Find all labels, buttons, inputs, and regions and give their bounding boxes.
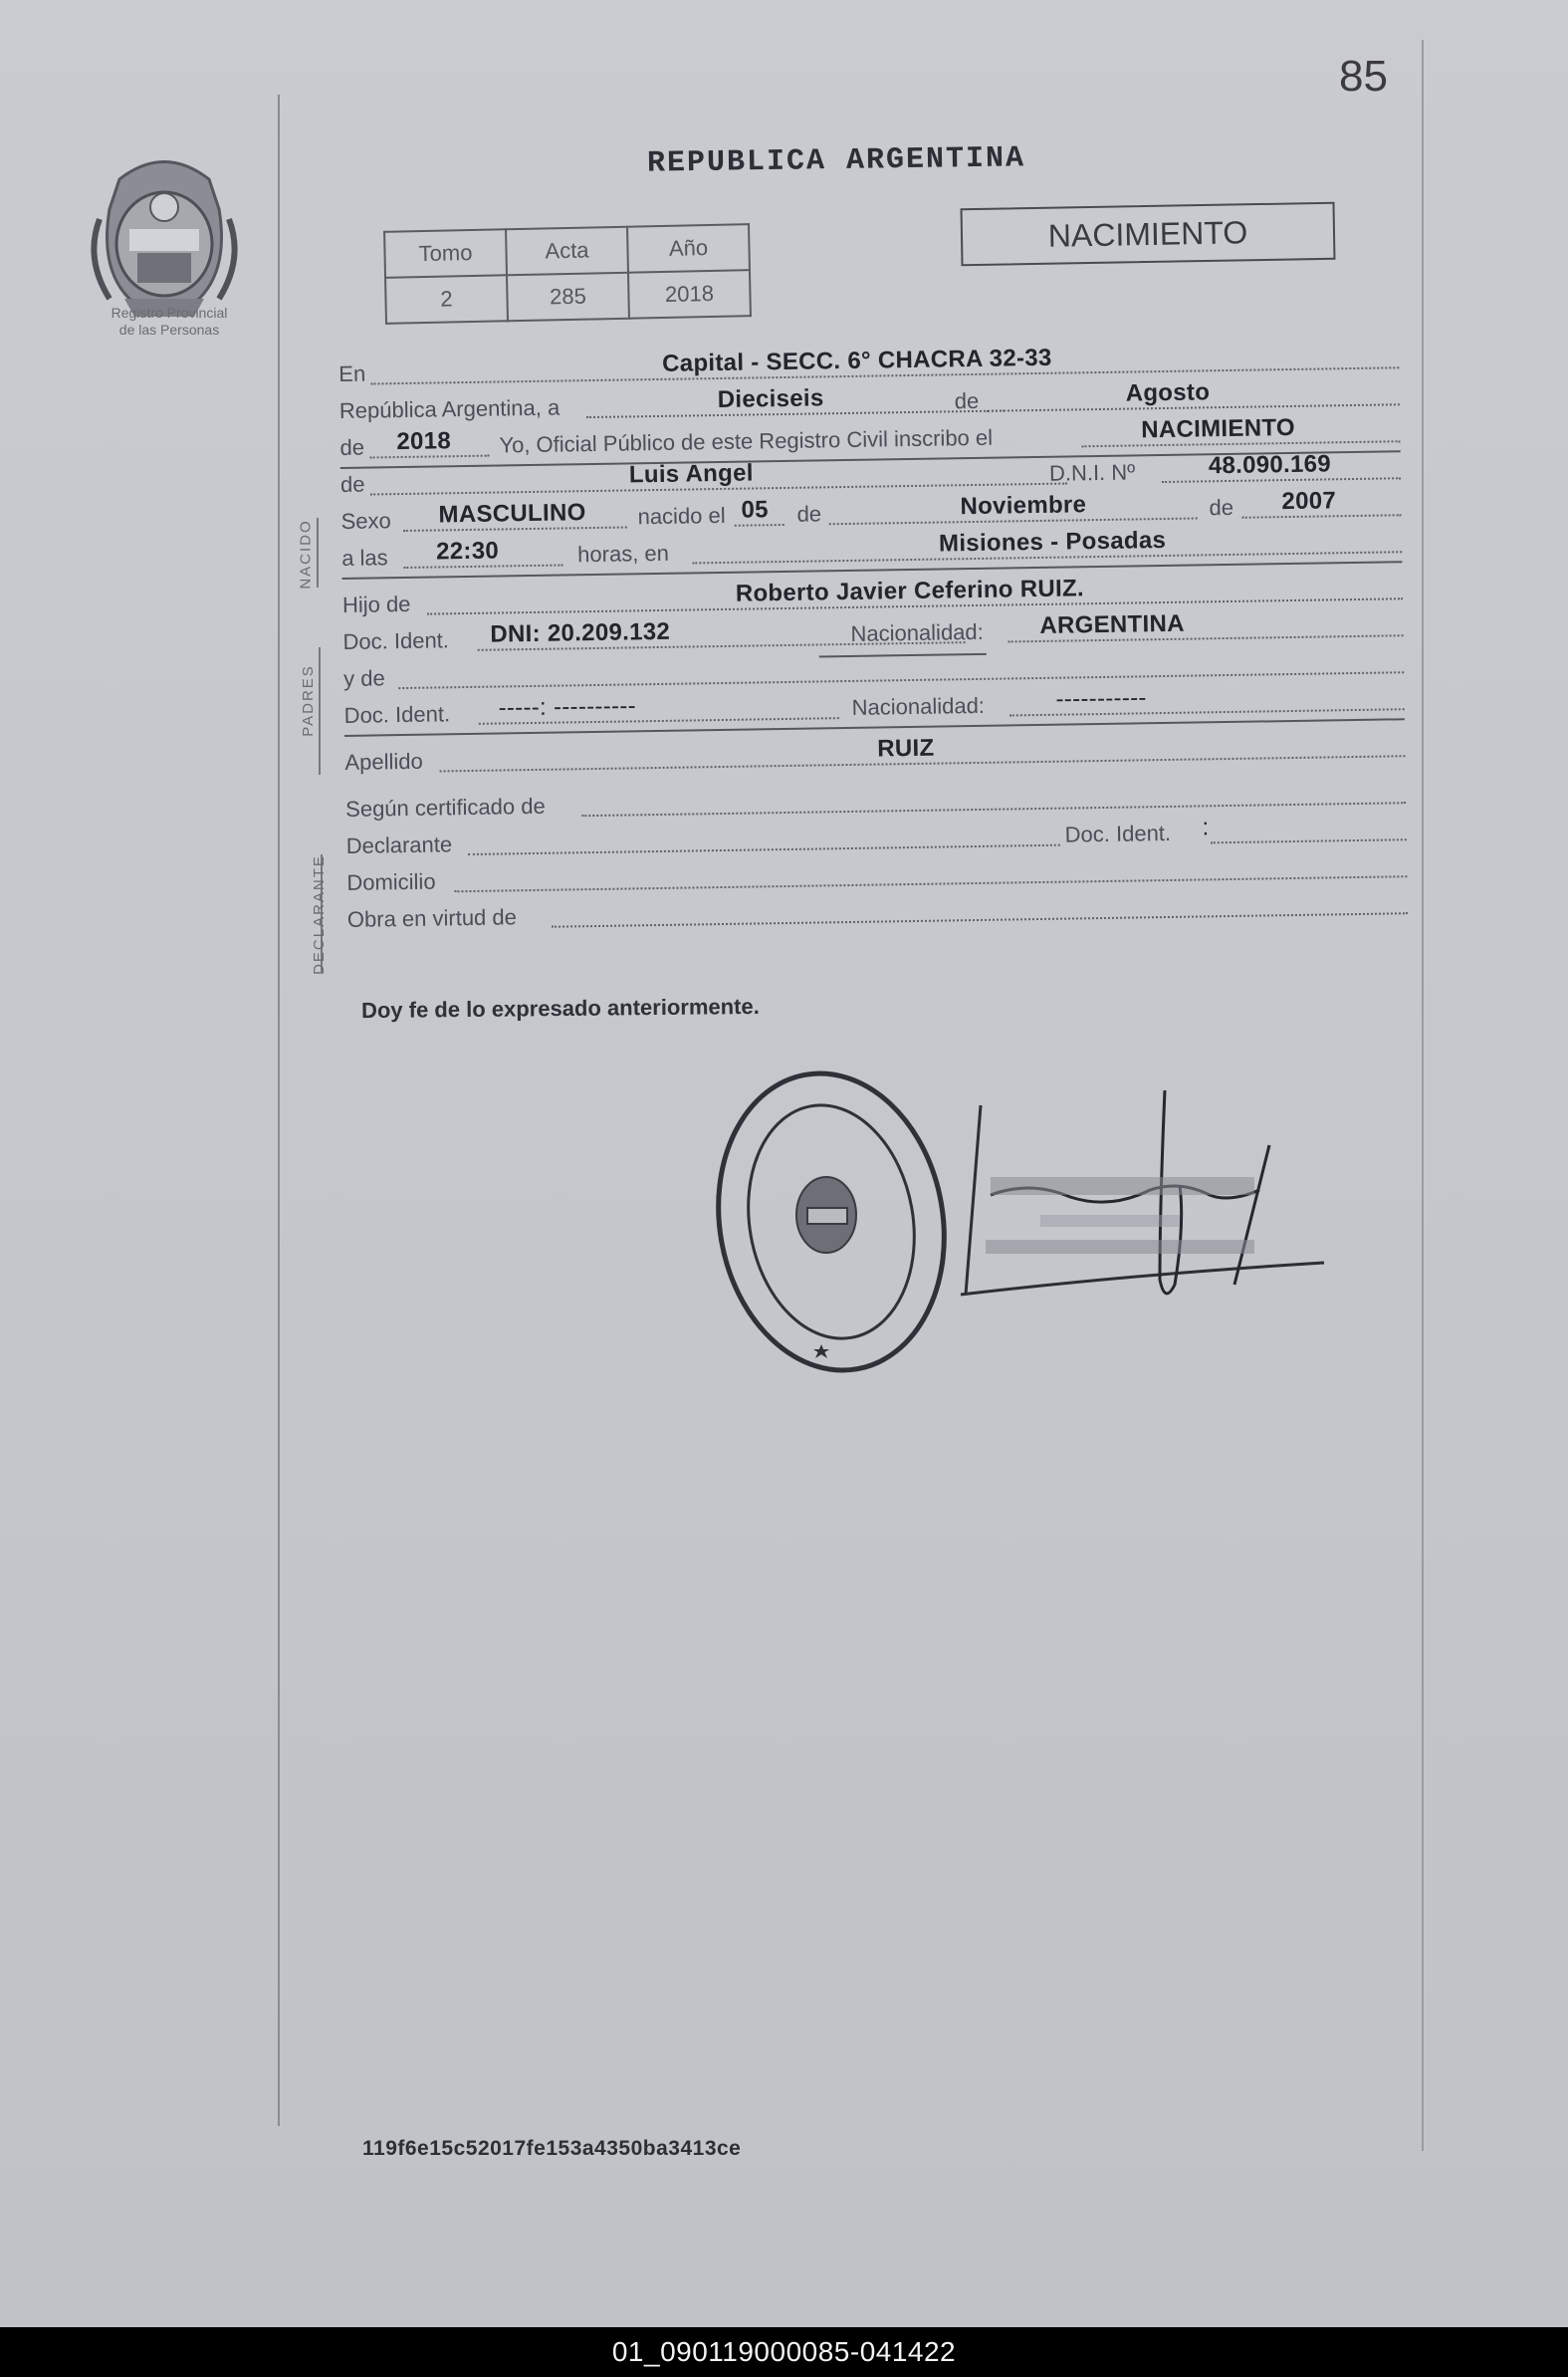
register-value-tomo: 2 [385, 275, 508, 324]
place-value: Capital - SECC. 6° CHACRA 32-33 [661, 344, 1052, 377]
address-label: Domicilio [346, 868, 436, 895]
register-value-acta: 285 [507, 273, 629, 322]
side-label-declarant: DECLARANTE [310, 854, 328, 975]
record-event: NACIMIENTO [1141, 413, 1296, 444]
birth-record-form [338, 338, 1408, 937]
person-name: Luis Angel [628, 459, 754, 489]
person-sex: MASCULINO [438, 499, 586, 529]
right-margin-rule [1422, 40, 1424, 2151]
footer-code: 01_090119000085-041422 [611, 2336, 957, 2367]
republic-label: República Argentina, a [338, 394, 560, 423]
time-label: a las [341, 545, 388, 571]
father-nationality-label: Nacionalidad: [850, 618, 984, 646]
and-of-label: y de [342, 665, 385, 691]
mother-doc: -----: ---------- [498, 692, 637, 722]
year-de-label: de [339, 434, 365, 460]
by-virtue-label: Obra en virtud de [346, 904, 518, 932]
register-header-acta: Acta [506, 227, 628, 276]
declarant-doc-value: : [1202, 814, 1210, 841]
register-value-ano: 2018 [628, 270, 751, 319]
birth-month: Noviembre [960, 491, 1087, 521]
certificate-label: Según certificado de [344, 793, 546, 822]
declarant-doc-dots [1211, 838, 1407, 843]
child-of-label: Hijo de [341, 591, 411, 617]
surname-label: Apellido [344, 748, 423, 775]
side-label-parents: PADRES [299, 664, 317, 737]
surname-value: RUIZ [877, 734, 935, 763]
attestation: Doy fe de lo expresado anteriormente. [360, 993, 760, 1024]
father-doc-label: Doc. Ident. [342, 627, 450, 654]
signature-stamp-icon [931, 1085, 1329, 1314]
person-dni: 48.090.169 [1208, 450, 1332, 480]
name-de-label: de [339, 471, 365, 497]
official-seal-icon [712, 1061, 951, 1384]
register-table [383, 223, 752, 325]
register-header-tomo: Tomo [384, 229, 507, 278]
declarant-label: Declarante [345, 832, 453, 858]
register-header-ano: Año [627, 224, 750, 273]
date-de-label: de [954, 387, 980, 414]
left-margin-rule [278, 95, 280, 2126]
birth-year: 2007 [1281, 487, 1337, 516]
footer-code-bar [0, 2327, 1568, 2377]
birth-day: 05 [741, 496, 770, 524]
record-year: 2018 [396, 427, 452, 456]
born-de-label: de [796, 501, 822, 527]
born-label: nacido el [637, 502, 726, 530]
born-section-bar [317, 518, 319, 588]
parents-section-bar [319, 647, 321, 775]
page-number: 85 [1339, 52, 1388, 101]
declarant-doc-label: Doc. Ident. [1064, 820, 1172, 847]
document-type: NACIMIENTO [1047, 213, 1248, 254]
sex-label: Sexo [340, 508, 391, 534]
born-de-label-2: de [1209, 494, 1234, 521]
by-virtue-dots [552, 912, 1408, 928]
side-label-born: NACIDO [297, 519, 315, 590]
birth-time: 22:30 [435, 537, 500, 566]
mother-doc-label: Doc. Ident. [343, 701, 451, 728]
place-label: En [338, 360, 366, 386]
hours-label: horas, en [576, 540, 670, 568]
registry-caption: Registro Provincial de las Personas [111, 305, 228, 338]
father-name: Roberto Javier Ceferino RUIZ. [735, 575, 1085, 607]
mother-nationality-label: Nacionalidad: [851, 692, 986, 720]
document-type-box [961, 202, 1336, 267]
mother-nationality: ----------- [1055, 684, 1147, 713]
father-nationality: ARGENTINA [1039, 609, 1185, 639]
country-heading: REPUBLICA ARGENTINA [646, 141, 1026, 181]
birth-place: Misiones - Posadas [938, 526, 1167, 558]
date-day: Dieciseis [717, 384, 824, 414]
dni-label: D.N.I. Nº [1048, 459, 1136, 486]
registry-statement: Yo, Oficial Público de este Registro Civil inscribo el [499, 424, 994, 458]
document-hash: 119f6e15c52017fe153a4350ba3413ce [362, 2137, 742, 2160]
date-month: Agosto [1125, 378, 1211, 407]
father-doc: DNI: 20.209.132 [490, 617, 671, 648]
